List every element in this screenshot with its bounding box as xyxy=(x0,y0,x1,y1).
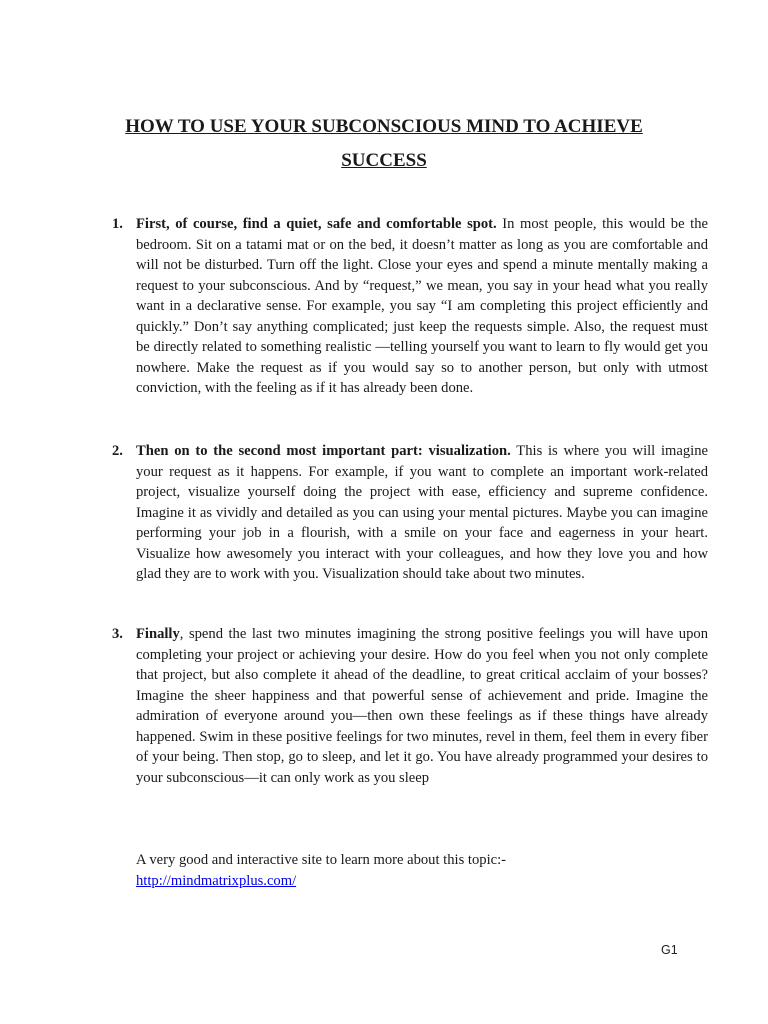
footer-text: A very good and interactive site to learn more about this topic:- xyxy=(136,852,507,868)
item-lead: Then on to the second most important part: visualization. xyxy=(136,443,511,459)
item-body: In most people, this would be the bedroom. Sit on a tatami mat or on the bed, it doesn’t matter as long as you are comfortable and will not be disturbed. Turn off the light. Close your eyes and spend a minute mentally making a request to your subconscious. And by “request,” we mean, you say in your head what you really want in a declarative sense. For example, you say “I am completing this project efficiently and quickly.” Don’t say anything complicated; just keep the requests simple. Also, the request must be directly related to something realistic —telling yourself you want to learn to fly would get you nowhere. Make the request as if you would say so to another person, but only with utmost conviction, with the feeling as if it has already been done. xyxy=(136,216,708,396)
item-number: 2. xyxy=(112,443,123,459)
list-item xyxy=(108,624,708,788)
document-title-line-1: HOW TO USE YOUR SUBCONSCIOUS MIND TO ACHIEVE xyxy=(125,116,643,137)
item-number: 3. xyxy=(112,626,123,642)
list-item xyxy=(108,441,708,585)
website-link[interactable]: http://mindmatrixplus.com/ xyxy=(136,873,297,889)
item-body: This is where you will imagine your request as it happens. For example, if you want to complete an important work-related project, visualize yourself doing the project with ease, efficiency and supreme confidence. Imagine it as vividly and detailed as you can using your mental pictures. Maybe you can imagine performing your job in a flourish, with a smile on your face and eagerness in your heart. Visualize how awesomely you interact with your colleagues, and how they love you and how glad they are to work with you. Visualization should take about two minutes. xyxy=(136,443,709,582)
item-lead: First, of course, find a quiet, safe and comfortable spot. xyxy=(136,216,497,232)
item-number: 1. xyxy=(112,216,123,232)
item-body: , spend the last two minutes imagining the strong positive feelings you will have upon completing your project or achieving your desire. How do you feel when you not only complete that project, but also complete it ahead of the deadline, to great critical acclaim of your bosses? Imagine the sheer happiness and that powerful sense of achievement and pride. Imagine the admiration of everyone around you—then own these feelings as if these things have already happened. Swim in these positive feelings for two minutes, revel in them, feel them in every fiber of your being. Then stop, go to sleep, and let it go. You have already programmed your desires to your subconscious—it can only work as you sleep xyxy=(136,626,708,786)
item-lead: Finally xyxy=(136,626,180,642)
document-title-line-2: SUCCESS xyxy=(341,150,427,171)
list-item xyxy=(108,214,708,399)
page-number: G1 xyxy=(661,943,678,957)
